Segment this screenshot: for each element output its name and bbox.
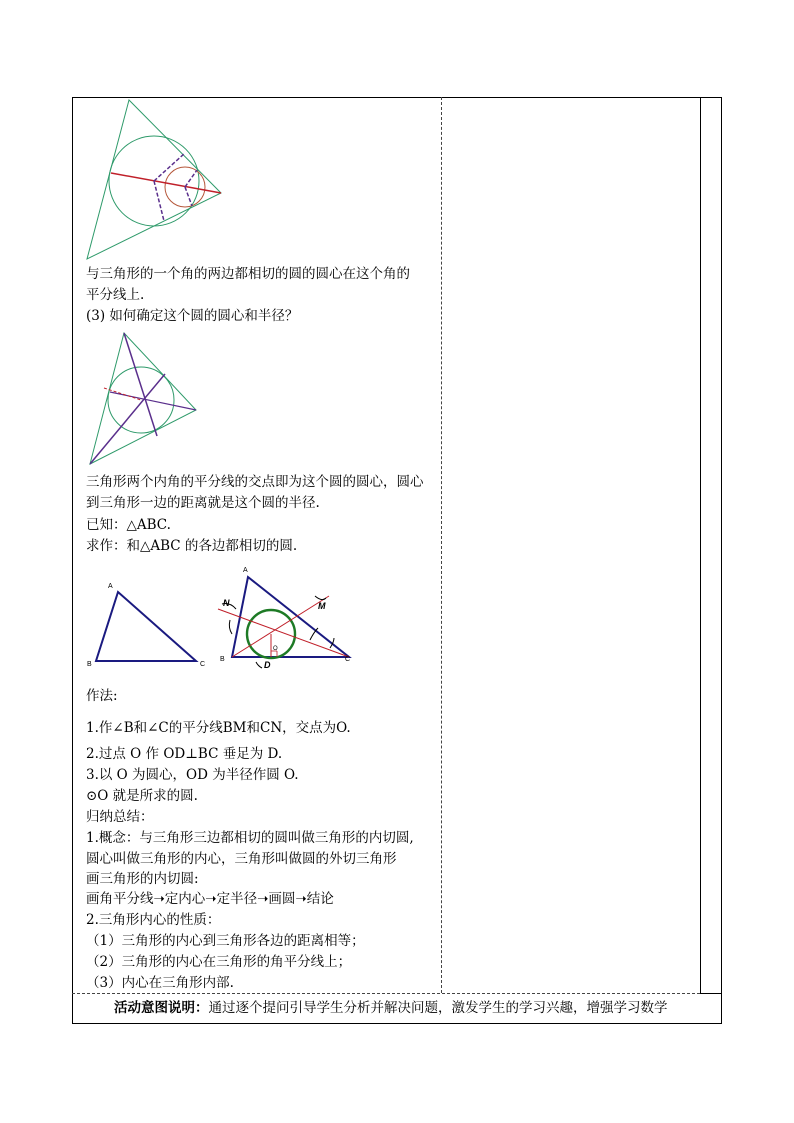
property-2: （2）三角形的内心在三角形的角平分线上； [86,954,352,970]
property-title: 2.三角形内心的性质： [86,912,221,928]
figure-tangent-circle-angle [84,98,234,262]
figure1-radius-bottom [154,181,164,221]
draw-incircle-title: 画三角形的内切圆: [86,871,199,887]
figure3-label-b: B [87,661,92,668]
known-statement: 已知：△ABC. [86,517,171,533]
construct-statement: 求作：和△ABC 的各边都相切的圆. [86,538,298,554]
figure4-label-a: A [243,567,248,574]
figure4-arc-b1 [229,620,232,634]
right-margin-line [700,97,701,993]
method-step-4: ⊙O 就是所求的圆. [86,788,198,804]
paragraph-2-line-2: 到三角形一边的距离就是这个圆的半径. [86,495,320,511]
footer-divider [72,993,700,994]
activity-intent-label: 活动意图说明： [114,1000,209,1016]
figure1-radius-top [154,153,185,181]
column-divider [441,97,442,993]
figure1-small-radius-top [185,170,197,187]
figure1-triangle [87,100,221,259]
figure2-bisector-c [110,392,196,410]
figure4-label-b: B [220,656,225,663]
figure-incircle-bisectors [84,330,202,468]
figure4-label-n: N [223,598,230,608]
property-1: （1）三角形的内心到三角形各边的距离相等； [86,933,365,949]
question-3: (3) 如何确定这个圆的圆心和半径？ [86,308,299,324]
property-3: （3）内心在三角形内部. [86,975,234,991]
paragraph-1-line-2: 平分线上. [86,287,145,303]
method-step-2: 2.过点 O 作 OD⊥BC 垂足为 D. [86,746,283,762]
paragraph-1-line-1: 与三角形的一个角的两边都相切的圆的圆心在这个角的 [86,266,410,282]
footer-divider-right [700,993,722,994]
figure1-small-radius-bottom [185,187,192,206]
activity-intent-footer [80,997,696,1019]
method-title: 作法: [86,688,118,704]
figure4-arc-m [315,596,326,600]
figure4-arc-b2 [256,662,262,668]
draw-incircle-steps: 画角平分线➝定内心➝定半径➝画圆➝结论 [86,891,334,907]
activity-intent-text: 通过逐个提问引导学生分析并解决问题，激发学生的学习兴趣，增强学习数学 [208,1000,668,1016]
figure4-label-m: M [318,601,326,611]
paragraph-2-line-1: 三角形两个内角的平分线的交点即为这个圆的圆心，圆心 [86,474,424,490]
figure4-bisector-bm [232,596,329,657]
figure3-triangle [96,592,196,661]
figure-triangle-abc [84,576,214,670]
concept-line-1: 1.概念：与三角形三边都相切的圆叫做三角形的内切圆, [86,830,414,846]
summary-title: 归纳总结： [86,809,154,825]
figure-incircle-construction [212,562,360,674]
figure3-label-c: C [200,661,206,668]
concept-line-2: 圆心叫做三角形的内心，三角形叫做圆的外切三角形 [86,851,397,867]
figure4-label-d: D [264,660,271,670]
figure4-label-o: O [273,646,278,652]
figure4-label-c: C [345,656,351,663]
figure2-radius [104,388,141,400]
figure3-label-a: A [108,583,113,590]
figure2-bisector-a [124,333,157,436]
method-step-1: 1.作∠B和∠C的平分线BM和CN，交点为O. [86,720,351,736]
method-step-3: 3.以 O 为圆心，OD 为半径作圆 O. [86,767,299,783]
